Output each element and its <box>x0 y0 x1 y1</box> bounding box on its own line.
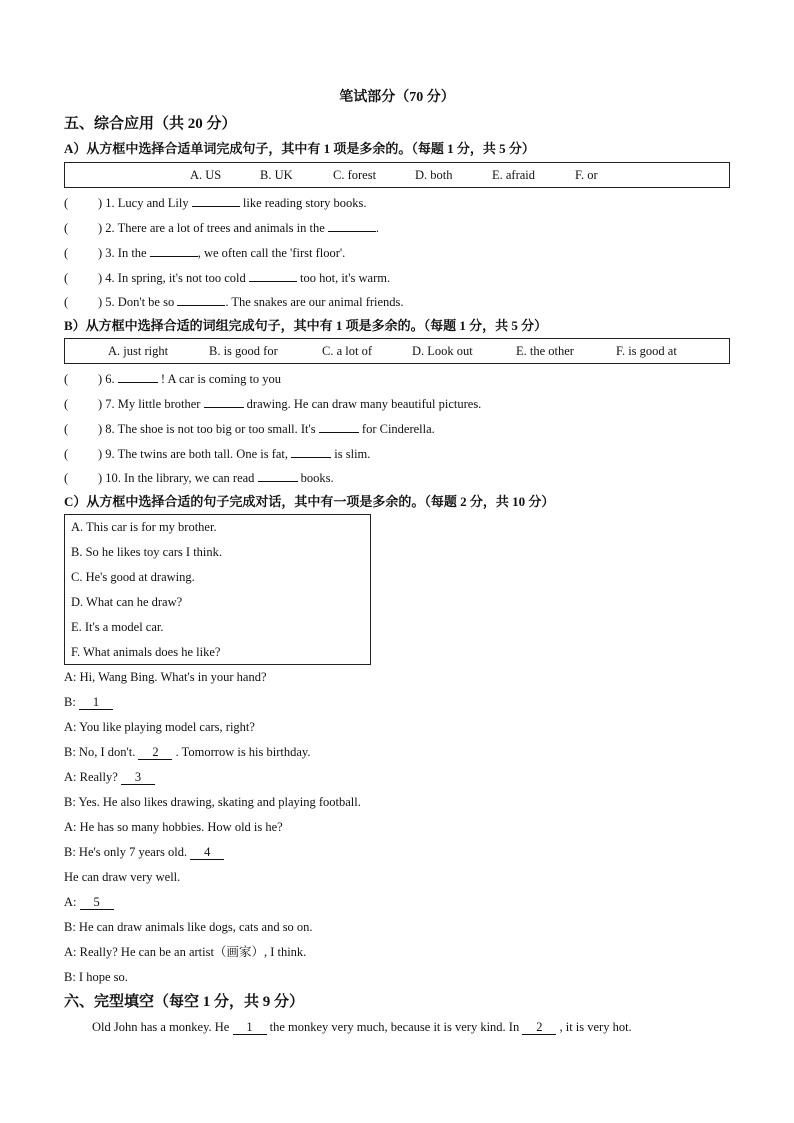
partB-option: F. is good at <box>616 344 677 358</box>
question-6: ( ) 6. ! A car is coming to you <box>64 369 281 387</box>
partB-option: D. Look out <box>412 344 473 358</box>
partC-option: F. What animals does he like? <box>71 645 221 659</box>
dialogue-line: A: Really? 3 <box>64 769 155 785</box>
dialogue-line: A: You like playing model cars, right? <box>64 720 255 734</box>
question-10: ( ) 10. In the library, we can read books. <box>64 468 334 486</box>
partC-option: E. It's a model car. <box>71 620 164 634</box>
cloze-blank[interactable]: 2 <box>522 1021 556 1035</box>
question-1: ( ) 1. Lucy and Lily like reading story books. <box>64 193 366 211</box>
partB-option: B. is good for <box>209 344 278 358</box>
partB-option: C. a lot of <box>322 344 372 358</box>
question-5: ( ) 5. Don't be so . The snakes are our animal friends. <box>64 292 404 310</box>
dialogue-line: B: Yes. He also likes drawing, skating and playing football. <box>64 795 361 809</box>
dialogue-blank[interactable]: 1 <box>79 696 113 710</box>
dialogue-line: B: He's only 7 years old. 4 <box>64 844 224 860</box>
partC-option-box <box>64 514 371 665</box>
answer-blank[interactable] <box>258 468 298 482</box>
answer-blank[interactable] <box>291 444 331 458</box>
dialogue-line: A: He has so many hobbies. How old is he? <box>64 820 283 834</box>
partA-option: F. or <box>575 168 598 182</box>
partA-option: A. US <box>190 168 222 182</box>
question-8: ( ) 8. The shoe is not too big or too small. It's for Cinderella. <box>64 419 435 437</box>
dialogue-line: B: 1 <box>64 694 113 710</box>
answer-blank[interactable] <box>192 193 240 207</box>
answer-blank[interactable] <box>118 369 158 383</box>
dialogue-blank[interactable]: 5 <box>80 896 114 910</box>
section5-heading: 五、综合应用（共 20 分） <box>64 116 237 132</box>
partB-option: A. just right <box>108 344 169 358</box>
answer-blank[interactable] <box>150 243 198 257</box>
answer-blank[interactable] <box>204 394 244 408</box>
section6-heading: 六、完型填空（每空 1 分，共 9 分） <box>64 994 305 1010</box>
partC-option: D. What can he draw? <box>71 595 183 609</box>
answer-blank[interactable] <box>319 419 359 433</box>
partA-option: B. UK <box>260 168 293 182</box>
question-9: ( ) 9. The twins are both tall. One is fat, is slim. <box>64 444 370 462</box>
partA-option-box <box>64 162 730 188</box>
partA-option: E. afraid <box>492 168 536 182</box>
partB-option: E. the other <box>516 344 574 358</box>
page-title: 笔试部分（70 分） <box>339 90 455 105</box>
dialogue-blank[interactable]: 3 <box>121 771 155 785</box>
partC-option: C. He's good at drawing. <box>71 570 195 584</box>
answer-blank[interactable] <box>177 292 225 306</box>
dialogue-line: B: He can draw animals like dogs, cats and so on. <box>64 920 313 934</box>
cloze-paragraph: Old John has a monkey. He 1 the monkey very much, because it is very kind. In 2 , it is very hot. <box>92 1020 632 1034</box>
dialogue-line: A: Hi, Wang Bing. What's in your hand? <box>64 670 267 684</box>
cloze-blank[interactable]: 1 <box>233 1021 267 1035</box>
partC-option: A. This car is for my brother. <box>71 520 217 534</box>
dialogue-blank[interactable]: 4 <box>190 846 224 860</box>
partC-instruction: C）从方框中选择合适的句子完成对话，其中有一项是多余的。（每题 2 分，共 10 分） <box>64 494 555 509</box>
partA-instruction: A）从方框中选择合适单词完成句子，其中有 1 项是多余的。（每题 1 分，共 5 分） <box>64 141 535 156</box>
dialogue-line: A: 5 <box>64 894 114 910</box>
dialogue-line: He can draw very well. <box>64 870 181 884</box>
answer-blank[interactable] <box>328 218 376 232</box>
partA-option: D. both <box>415 168 453 182</box>
dialogue-line: B: I hope so. <box>64 970 128 984</box>
dialogue-line: A: Really? He can be an artist（画家）, I think. <box>64 945 307 959</box>
partB-instruction: B）从方框中选择合适的词组完成句子，其中有 1 项是多余的。（每题 1 分，共 5 分） <box>64 318 548 333</box>
partA-option: C. forest <box>333 168 377 182</box>
answer-blank[interactable] <box>249 268 297 282</box>
dialogue-line: B: No, I don't. 2 . Tomorrow is his birthday. <box>64 745 311 759</box>
partC-option: B. So he likes toy cars I think. <box>71 545 223 559</box>
question-3: ( ) 3. In the , we often call the 'first floor'. <box>64 243 345 261</box>
question-2: ( ) 2. There are a lot of trees and animals in the . <box>64 218 379 236</box>
question-4: ( ) 4. In spring, it's not too cold too hot, it's warm. <box>64 268 390 286</box>
partB-option-box <box>64 338 730 364</box>
dialogue-blank[interactable]: 2 <box>138 746 172 760</box>
question-7: ( ) 7. My little brother drawing. He can draw many beautiful pictures. <box>64 394 481 412</box>
